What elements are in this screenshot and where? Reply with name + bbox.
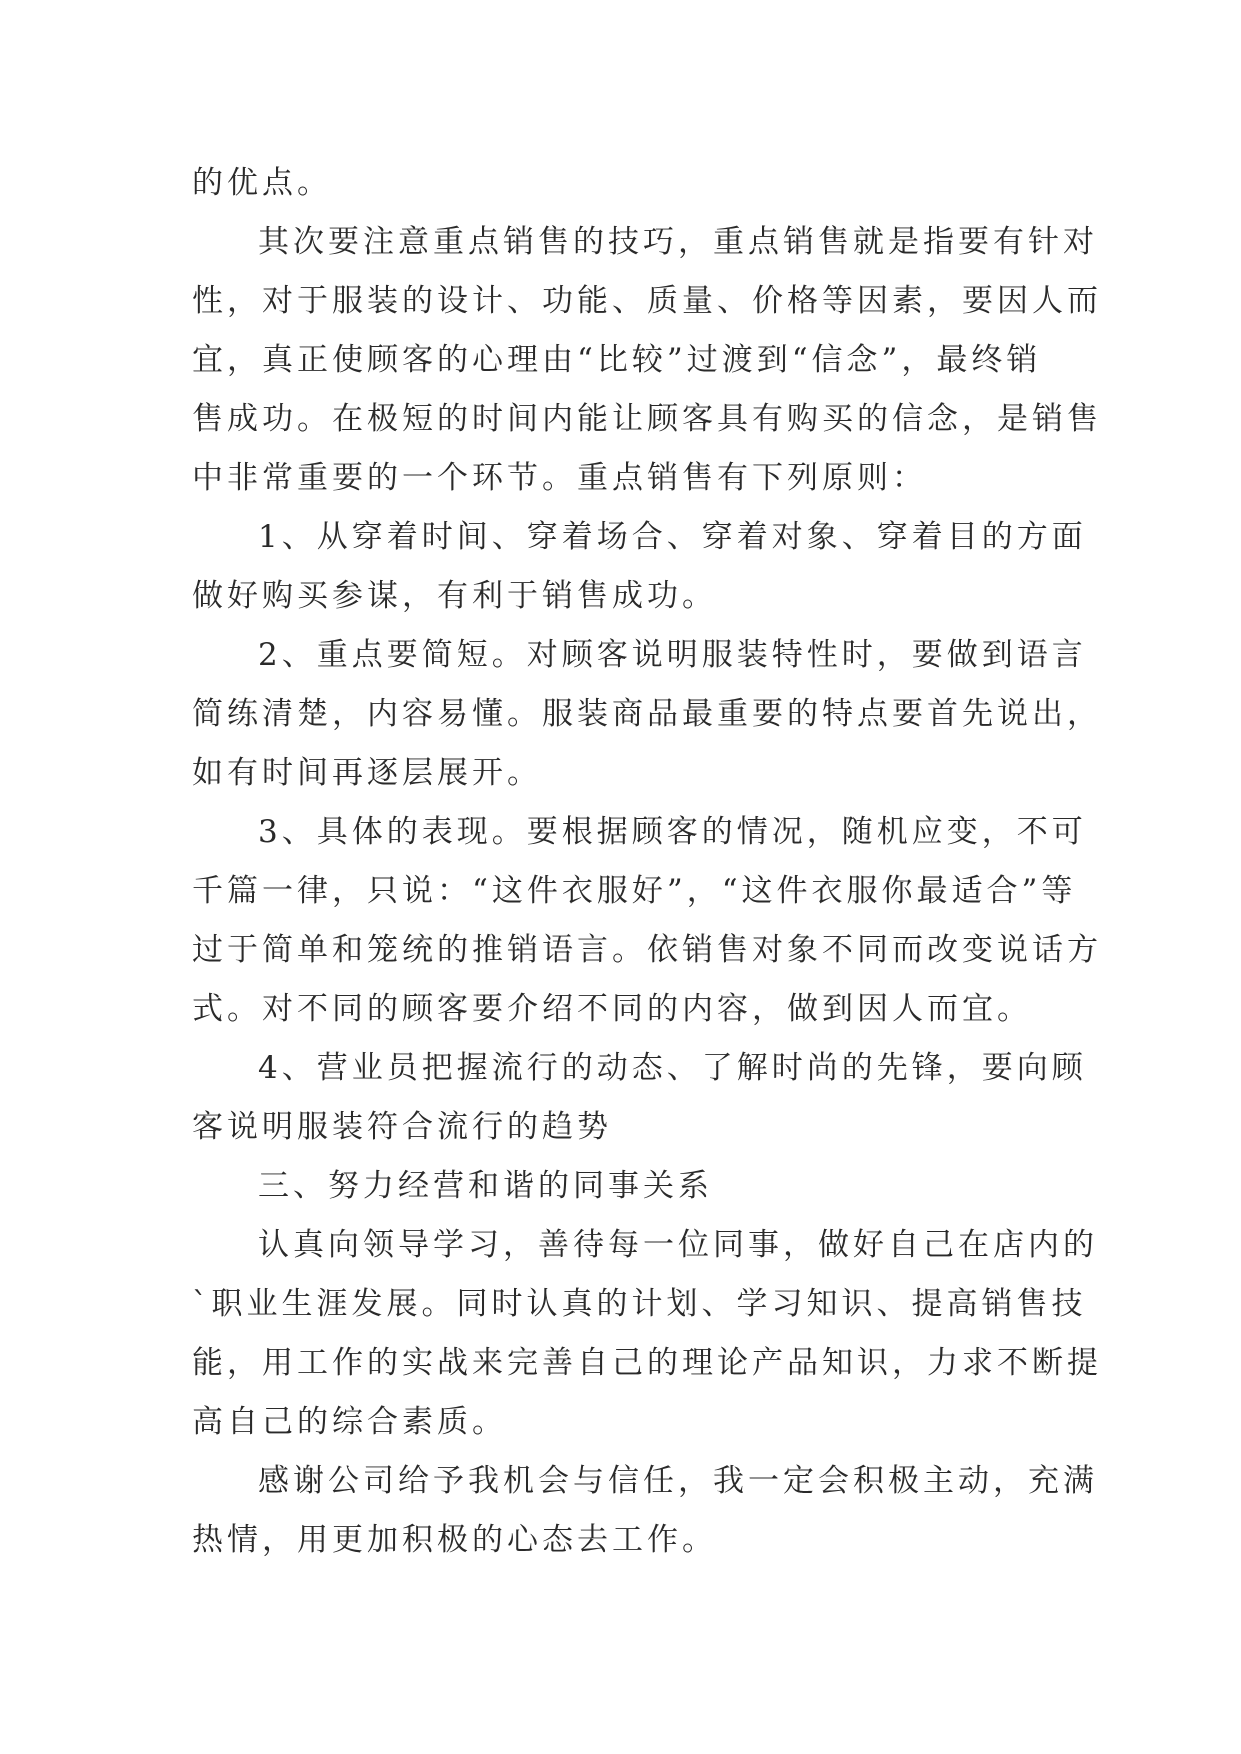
text-line: `职业生涯发展。同时认真的计划、学习知识、提高销售技 <box>192 1286 1087 1322</box>
text-line: 能，用工作的实战来完善自己的理论产品知识，力求不断提 <box>192 1345 1102 1381</box>
text-line: 宜，真正使顾客的心理由“比较”过渡到“信念”，最终销 <box>192 342 1042 378</box>
paragraph-line: 认真向领导学习，善待每一位同事，做好自己在店内的 <box>258 1227 1098 1263</box>
section-heading: 三、努力经营和谐的同事关系 <box>258 1168 713 1204</box>
text-line: 高自己的综合素质。 <box>192 1404 507 1440</box>
list-item-1: 1、从穿着时间、穿着场合、穿着对象、穿着目的方面 <box>258 519 1087 555</box>
text-line: 如有时间再逐层展开。 <box>192 755 542 791</box>
text-line: 客说明服装符合流行的趋势 <box>192 1109 612 1145</box>
text-line: 的优点。 <box>192 165 332 201</box>
text-line: 性，对于服装的设计、功能、质量、价格等因素，要因人而 <box>192 283 1102 319</box>
text-line: 售成功。在极短的时间内能让顾客具有购买的信念，是销售 <box>192 401 1102 437</box>
text-line: 千篇一律，只说：“这件衣服好”，“这件衣服你最适合”等 <box>192 873 1077 909</box>
text-line: 做好购买参谋，有利于销售成功。 <box>192 578 717 614</box>
text-line: 式。对不同的顾客要介绍不同的内容，做到因人而宜。 <box>192 991 1032 1027</box>
text-line: 中非常重要的一个环节。重点销售有下列原则： <box>192 460 927 496</box>
list-item-2: 2、重点要简短。对顾客说明服装特性时，要做到语言 <box>258 637 1087 673</box>
text-line: 热情，用更加积极的心态去工作。 <box>192 1522 717 1558</box>
document-body <box>192 154 1102 1570</box>
text-line: 过于简单和笼统的推销语言。依销售对象不同而改变说话方 <box>192 932 1102 968</box>
paragraph-line: 其次要注意重点销售的技巧，重点销售就是指要有针对 <box>258 224 1098 260</box>
text-line: 简练清楚，内容易懂。服装商品最重要的特点要首先说出， <box>192 696 1102 732</box>
paragraph-line: 感谢公司给予我机会与信任，我一定会积极主动，充满 <box>258 1463 1098 1499</box>
list-item-3: 3、具体的表现。要根据顾客的情况，随机应变，不可 <box>258 814 1087 850</box>
list-item-4: 4、营业员把握流行的动态、了解时尚的先锋，要向顾 <box>258 1050 1087 1086</box>
